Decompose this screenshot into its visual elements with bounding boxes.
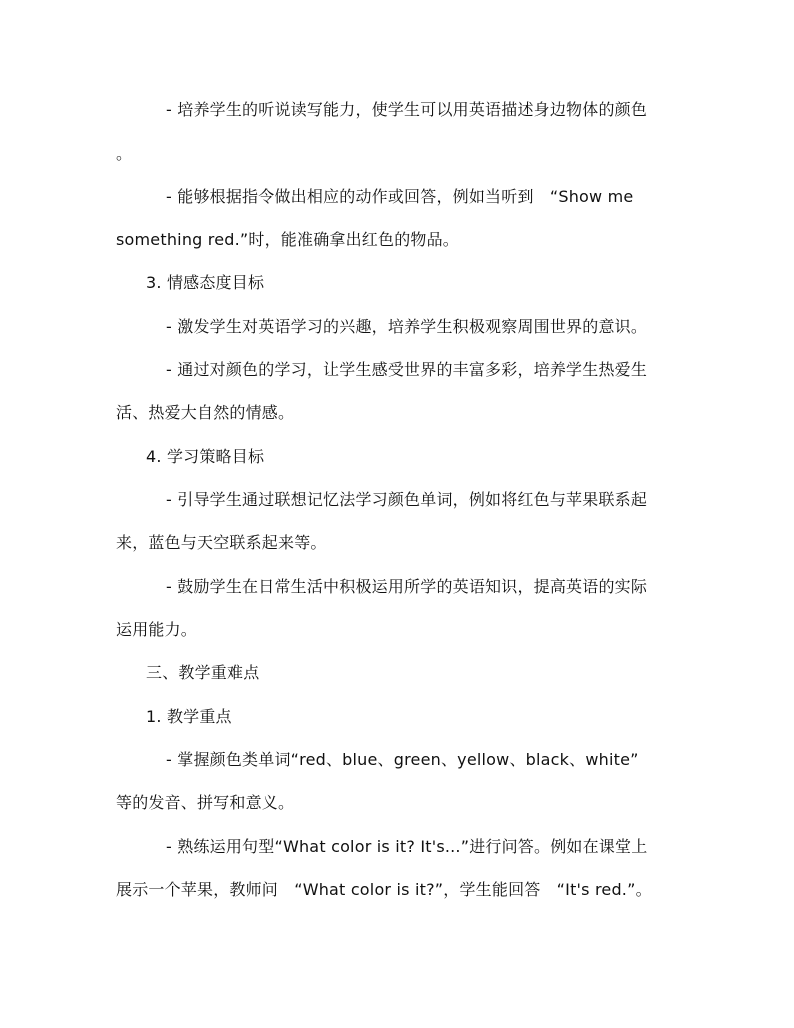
text-line: - 掌握颜色类单词“red、blue、green、yellow、black、white” [166, 750, 639, 769]
text-line: 等的发音、拼写和意义。 [116, 793, 295, 812]
section-heading: 三、教学重难点 [146, 663, 260, 682]
text-line: - 熟练运用句型“What color is it? It's...”进行问答。例如在课堂上 [166, 837, 648, 856]
text-line: - 激发学生对英语学习的兴趣，培养学生积极观察周围世界的意识。 [166, 317, 648, 336]
text-line: - 培养学生的听说读写能力，使学生可以用英语描述身边物体的颜色 [166, 100, 648, 119]
text-line: - 引导学生通过联想记忆法学习颜色单词，例如将红色与苹果联系起 [166, 490, 648, 509]
text-line: 。 [116, 144, 133, 163]
text-line: 运用能力。 [116, 620, 198, 639]
text-line: 来，蓝色与天空联系起来等。 [116, 533, 327, 552]
section-heading: 4. 学习策略目标 [146, 447, 265, 466]
section-heading: 3. 情感态度目标 [146, 273, 265, 292]
text-line: 活、热爱大自然的情感。 [116, 403, 295, 422]
text-line: something red.”时，能准确拿出红色的物品。 [116, 230, 459, 249]
text-line: - 能够根据指令做出相应的动作或回答，例如当听到 “Show me [166, 187, 634, 206]
text-line: - 鼓励学生在日常生活中积极运用所学的英语知识，提高英语的实际 [166, 577, 648, 596]
text-line: 展示一个苹果，教师问 “What color is it?”，学生能回答 “It's red.”。 [116, 880, 652, 899]
text-line: - 通过对颜色的学习，让学生感受世界的丰富多彩，培养学生热爱生 [166, 360, 648, 379]
section-heading: 1. 教学重点 [146, 707, 232, 726]
